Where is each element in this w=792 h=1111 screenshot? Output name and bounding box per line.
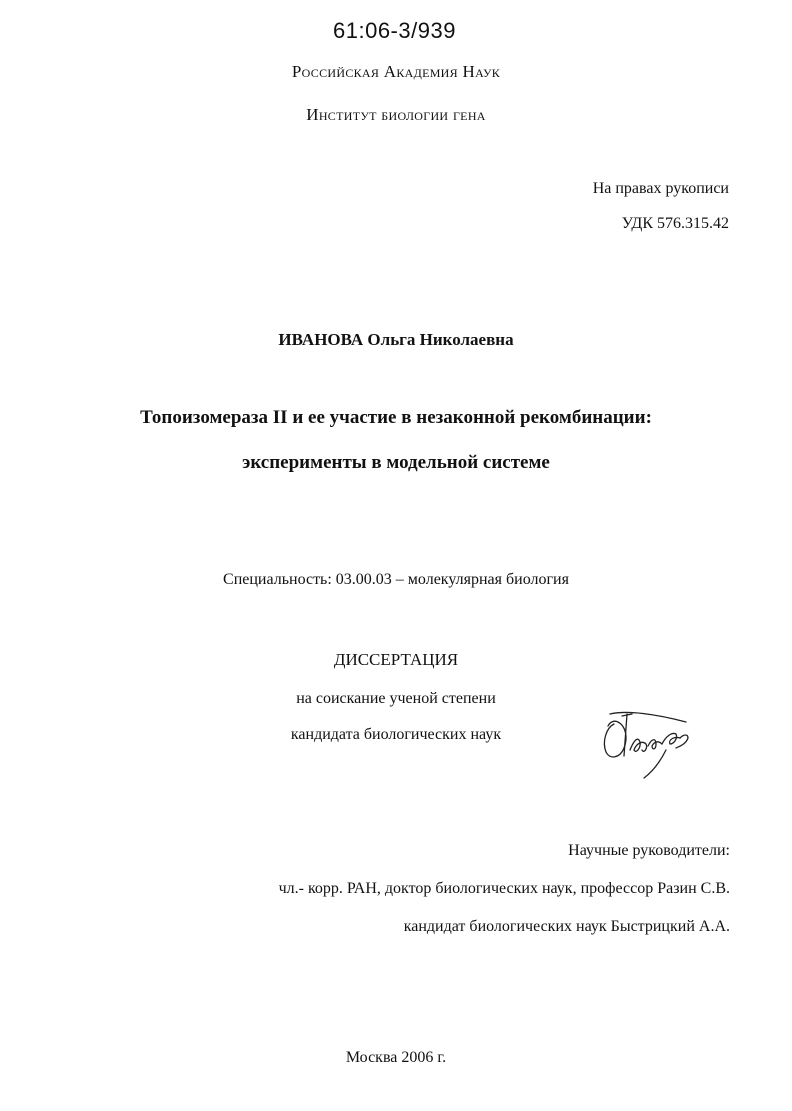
advisor-2: кандидат биологических наук Быстрицкий А.А. <box>403 918 730 935</box>
city-year: Москва 2006 г. <box>345 1049 447 1066</box>
manuscript-rights: На правах рукописи <box>592 180 729 197</box>
dissertation-type: ДИССЕРТАЦИЯ <box>333 650 459 669</box>
degree-purpose-line-2: кандидата биологических наук <box>290 726 502 743</box>
degree-purpose-line-1: на соискание ученой степени <box>296 690 496 707</box>
title-line-1: Топоизомераза II и ее участие в незаконной рекомбинации: <box>140 407 652 428</box>
specialty: Специальность: 03.00.03 – молекулярная биология <box>223 571 569 588</box>
advisors-label: Научные руководители: <box>568 842 730 859</box>
author-name: ИВАНОВА Ольга Николаевна <box>278 330 514 349</box>
signature-icon <box>596 704 706 784</box>
title-line-2: эксперименты в модельной системе <box>242 452 550 473</box>
archive-number: 61:06-3/939 <box>333 18 456 43</box>
udk-code: УДК 576.315.42 <box>621 215 729 232</box>
academy-name: Российская Академия Наук <box>291 62 501 81</box>
advisor-1: чл.- корр. РАН, доктор биологических наук, профессор Разин С.В. <box>278 880 730 897</box>
institute-name: Институт биологии гена <box>306 105 486 124</box>
